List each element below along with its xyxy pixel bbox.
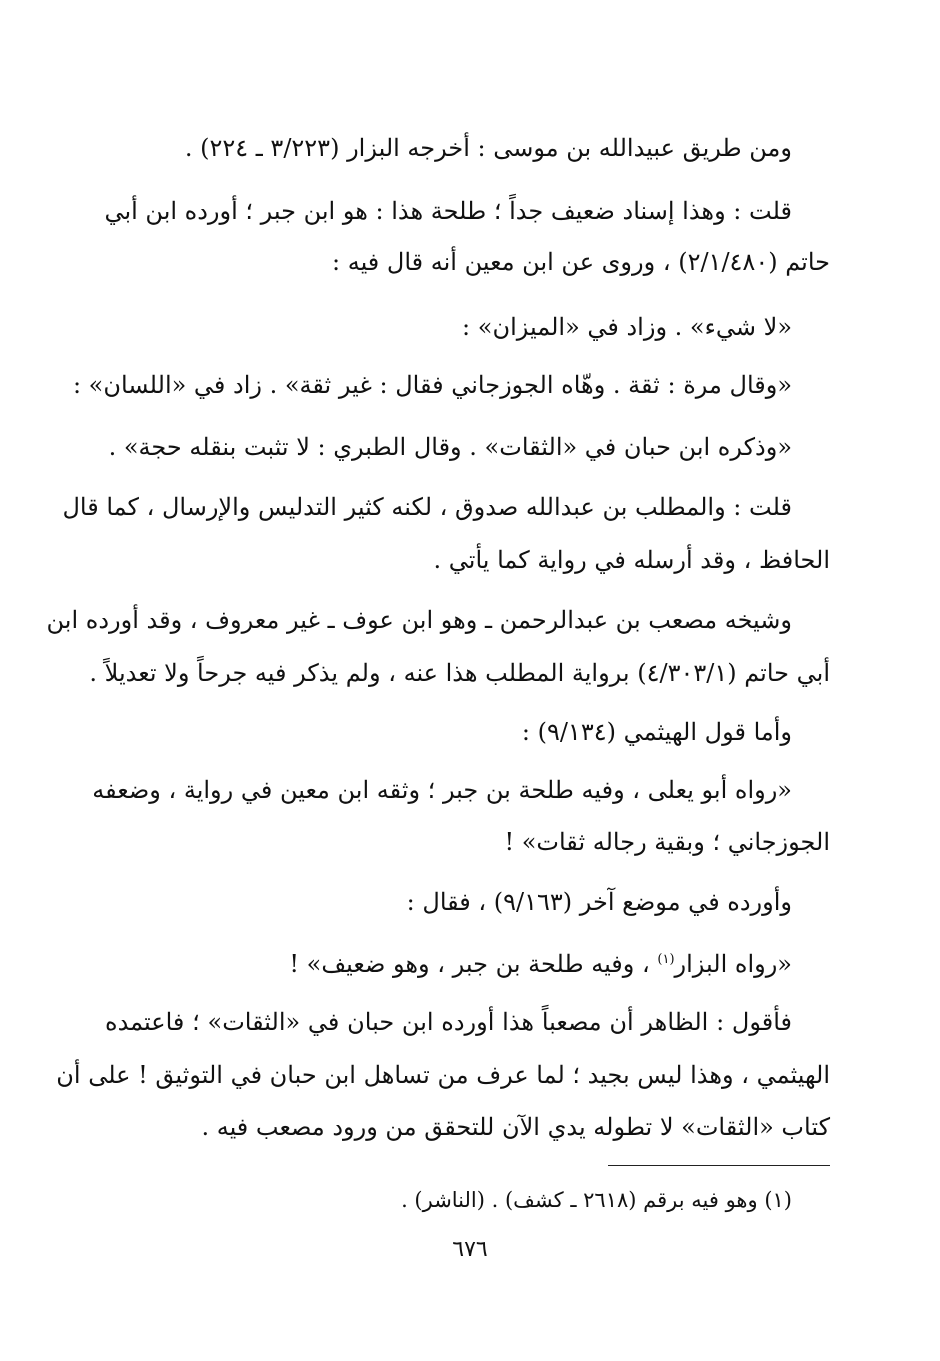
page-number: ٦٧٦ <box>452 1237 488 1262</box>
text-line: «رواه أبو يعلى ، وفيه طلحة بن جبر ؛ وثقه ابن معين في رواية ، وضعفه <box>92 776 792 804</box>
text-line: وأما قول الهيثمي (٩/١٣٤) : <box>521 718 792 746</box>
footnote: (١) وهو فيه برقم (٢٦١٨ ـ كشف) . (الناشر) . <box>401 1188 792 1212</box>
text-line: قلت : والمطلب بن عبدالله صدوق ، لكنه كثير التدليس والإرسال ، كما قال <box>62 493 792 521</box>
text-line: «لا شيء» . وزاد في «الميزان» : <box>462 313 792 341</box>
text-segment: ، وفيه طلحة بن جبر ، وهو ضعيف» ! <box>289 950 650 978</box>
text-line: حاتم (٢/١/٤٨٠) ، وروى عن ابن معين أنه قال فيه : <box>331 248 830 276</box>
text-line: وشيخه مصعب بن عبدالرحمن ـ وهو ابن عوف ـ غير معروف ، وقد أورده ابن <box>46 606 792 634</box>
text-segment: «رواه البزار <box>674 950 792 978</box>
text-line: الهيثمي ، وهذا ليس بجيد ؛ لما عرف من تساهل ابن حبان في التوثيق ! على أن <box>56 1061 830 1089</box>
text-line: وأورده في موضع آخر (٩/١٦٣) ، فقال : <box>406 888 792 916</box>
text-line: «وذكره ابن حبان في «الثقات» . وقال الطبري : لا تثبت بنقله حجة» . <box>108 433 792 461</box>
text-line: الجوزجاني ؛ وبقية رجاله ثقات» ! <box>504 828 830 856</box>
text-line: الحافظ ، وقد أرسله في رواية كما يأتي . <box>433 546 830 574</box>
text-line: قلت : وهذا إسناد ضعيف جداً ؛ طلحة هذا : هو ابن جبر ؛ أورده ابن أبي <box>104 197 792 225</box>
text-line: كتاب «الثقات» لا تطوله يدي الآن للتحقق من ورود مصعب فيه . <box>201 1113 830 1141</box>
footnote-marker: (١) <box>657 952 675 967</box>
text-line: «وقال مرة : ثقة . وهّاه الجوزجاني فقال : غير ثقة» . زاد في «اللسان» : <box>72 371 792 399</box>
footnote-separator <box>608 1165 830 1166</box>
text-line <box>105 940 792 984</box>
text-line: أبي حاتم (٤/٣٠٣/١) برواية المطلب هذا عنه ، ولم يذكر فيه جرحاً ولا تعديلاً . <box>89 659 830 687</box>
text-line: ومن طريق عبيدالله بن موسى : أخرجه البزار (٣/٢٢٣ ـ ٢٢٤) . <box>184 134 792 162</box>
text-line: فأقول : الظاهر أن مصعباً هذا أورده ابن حبان في «الثقات» ؛ فاعتمده <box>105 1008 792 1036</box>
